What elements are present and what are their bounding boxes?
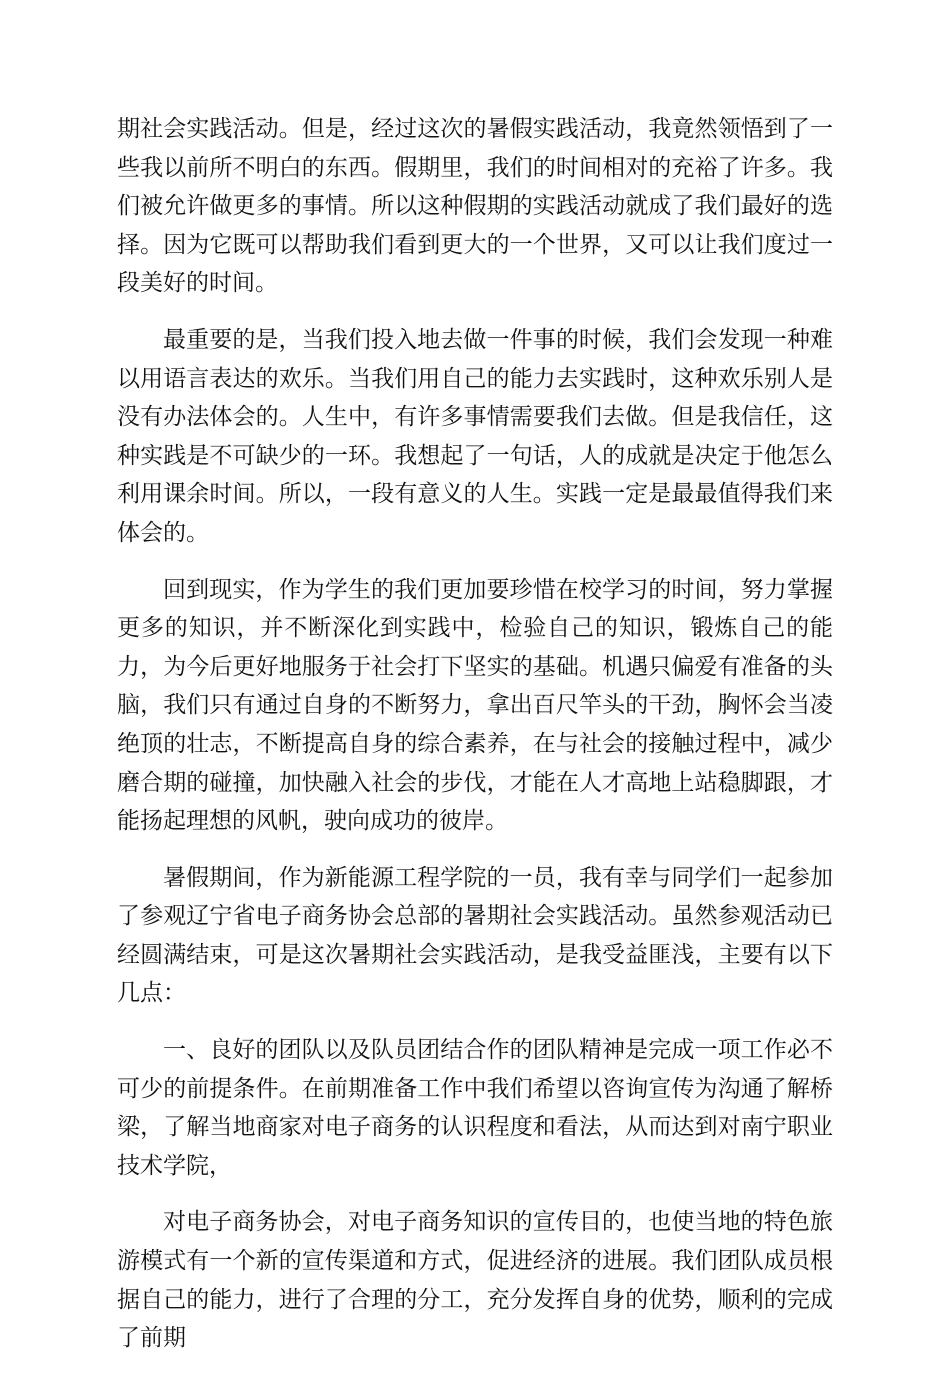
- paragraph-6: 对电子商务协会，对电子商务知识的宣传目的，也使当地的特色旅游模式有一个新的宣传渠道和方式，促进经济的进展。我们团队成员根据自己的能力，进行了合理的分工，充分发挥自身的优势，顺利的完成了前期: [117, 1209, 833, 1352]
- document-body: [117, 110, 833, 1376]
- paragraph-3: 回到现实，作为学生的我们更加要珍惜在校学习的时间，努力掌握更多的知识，并不断深化到实践中，检验自己的知识，锻炼自己的能力，为今后更好地服务于社会打下坚实的基础。机遇只偏爱有准备的头脑，我们只有通过自身的不断努力，拿出百尺竿头的干劲，胸怀会当凌绝顶的壮志，不断提高自身的综合素养，在与社会的接触过程中，减少磨合期的碰撞，加快融入社会的步伐，才能在人才高地上站稳脚跟，才能扬起理想的风帆，驶向成功的彼岸。: [117, 576, 833, 835]
- paragraph-1: 期社会实践活动。但是，经过这次的暑假实践活动，我竟然领悟到了一些我以前所不明白的东西。假期里，我们的时间相对的充裕了许多。我们被允许做更多的事情。所以这种假期的实践活动就成了我们最好的选择。因为它既可以帮助我们看到更大的一个世界，又可以让我们度过一段美好的时间。: [117, 116, 833, 297]
- paragraph-5: 一、良好的团队以及队员团结合作的团队精神是完成一项工作必不可少的前提条件。在前期准备工作中我们希望以咨询宣传为沟通了解桥梁，了解当地商家对电子商务的认识程度和看法，从而达到对南宁职业技术学院，: [117, 1037, 833, 1179]
- paragraph-4: 暑假期间，作为新能源工程学院的一员，我有幸与同学们一起参加了参观辽宁省电子商务协会总部的暑期社会实践活动。虽然参观活动已经圆满结束，可是这次暑期社会实践活动，是我受益匪浅，主要有以下几点：: [117, 864, 833, 1007]
- paragraph-2: 最重要的是，当我们投入地去做一件事的时候，我们会发现一种难以用语言表达的欢乐。当我们用自己的能力去实践时，这种欢乐别人是没有办法体会的。人生中，有许多事情需要我们去做。但是我信任，这种实践是不可缺少的一环。我想起了一句话，人的成就是决定于他怎么利用课余时间。所以，一段有意义的人生。实践一定是最最值得我们来体会的。: [117, 326, 833, 546]
